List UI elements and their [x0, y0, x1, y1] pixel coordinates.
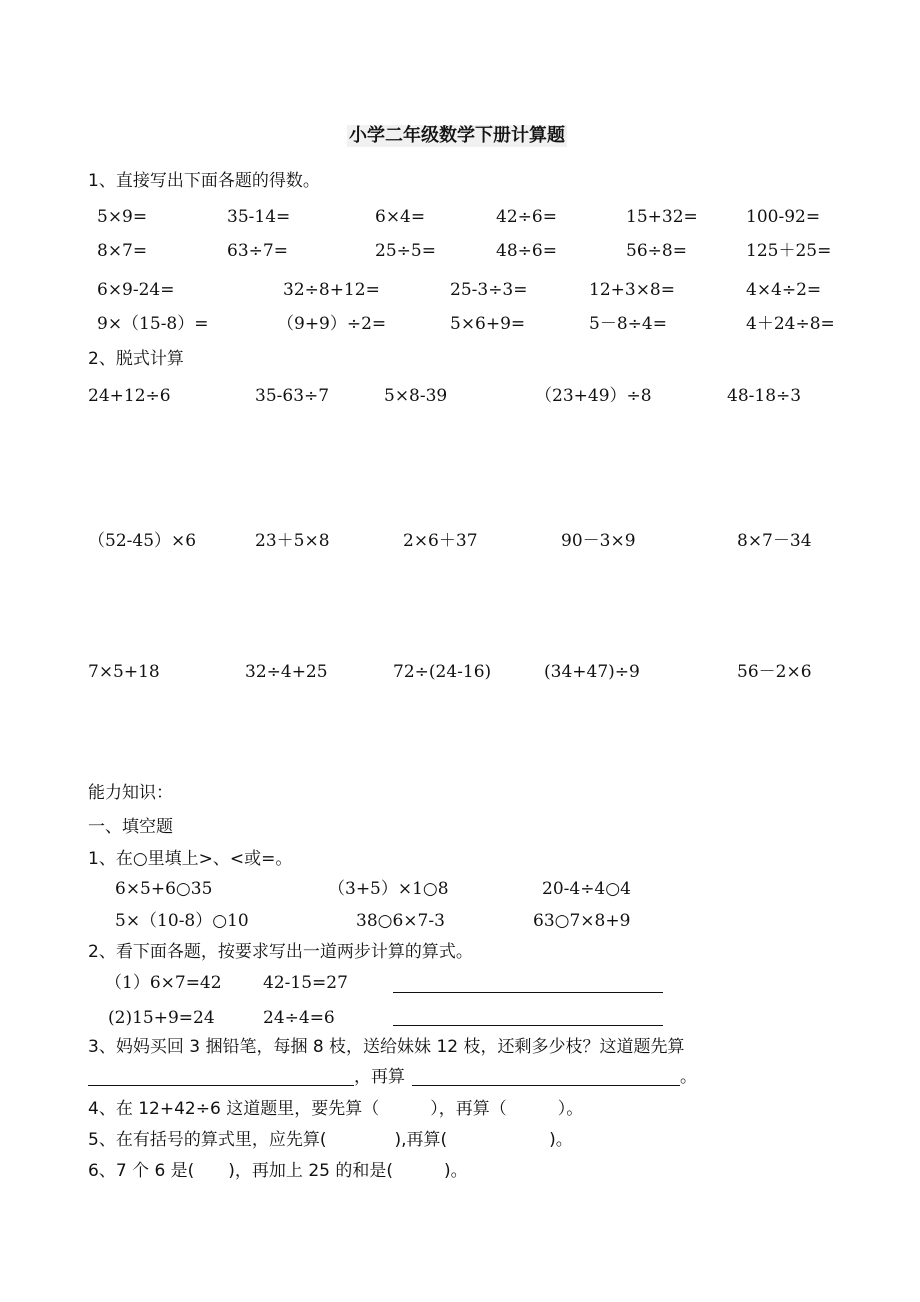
compare-problem: 5×（10-8）○10 — [115, 911, 249, 931]
problem: 56－2×6 — [737, 662, 812, 682]
problem: 7×5+18 — [88, 662, 160, 682]
problem: 63÷7= — [227, 241, 288, 261]
problem: 48-18÷3 — [727, 386, 802, 406]
problem: 32÷8+12= — [283, 280, 380, 300]
problem: 6×9-24= — [97, 280, 175, 300]
question-4: 4、在 12+42÷6 这道题里，要先算（ ），再算（ ）。 — [88, 1099, 584, 1119]
problem: 15+32= — [626, 207, 698, 227]
answer-line[interactable] — [393, 992, 663, 993]
problem: 8×7= — [97, 241, 148, 261]
problem: 25÷5= — [375, 241, 436, 261]
question-6: 6、7 个 6 是( )，再加上 25 的和是( )。 — [88, 1161, 468, 1181]
question-3-then: ，再算 — [354, 1067, 405, 1087]
question-3: 3、妈妈买回 3 捆铅笔，每捆 8 枝，送给妹妹 12 枝，还剩多少枝？这道题先算 — [88, 1037, 685, 1057]
problem: 35-63÷7 — [255, 386, 330, 406]
compare-problem: 38○6×7-3 — [356, 911, 445, 931]
problem: 4＋24÷8= — [746, 314, 835, 334]
problem: 4×4÷2= — [746, 280, 822, 300]
given-equation: (2)15+9=24 — [108, 1008, 215, 1028]
problem: 56÷8= — [626, 241, 687, 261]
problem: （23+49）÷8 — [535, 386, 652, 406]
problem: 125＋25= — [746, 241, 832, 261]
problem: 5×8-39 — [384, 386, 448, 406]
answer-line[interactable] — [88, 1085, 354, 1086]
question-1: 1、在○里填上>、<或=。 — [88, 849, 293, 869]
given-equation: 42-15=27 — [263, 973, 348, 993]
fill-in-heading: 一、填空题 — [88, 817, 173, 837]
question-5: 5、在有括号的算式里，应先算( ),再算( )。 — [88, 1130, 573, 1150]
page-title: 小学二年级数学下册计算题 — [349, 125, 565, 146]
problem: 48÷6= — [496, 241, 557, 261]
answer-line[interactable] — [412, 1085, 680, 1086]
problem: 5×9= — [97, 207, 148, 227]
compare-problem: 20-4÷4○4 — [542, 879, 631, 899]
problem: (34+47)÷9 — [544, 662, 640, 682]
problem: （52-45）×6 — [88, 531, 197, 551]
given-equation: 24÷4=6 — [263, 1008, 335, 1028]
problem: 8×7－34 — [737, 531, 812, 551]
problem: 6×4= — [375, 207, 426, 227]
problem: 32÷4+25 — [245, 662, 328, 682]
question-2: 2、看下面各题，按要求写出一道两步计算的算式。 — [88, 942, 473, 962]
problem: 25-3÷3= — [450, 280, 528, 300]
problem: 12+3×8= — [589, 280, 675, 300]
problem: 42÷6= — [496, 207, 557, 227]
section2-heading: 2、脱式计算 — [88, 349, 184, 369]
problem: 9×（15-8）= — [97, 314, 209, 334]
problem: 23＋5×8 — [255, 531, 330, 551]
compare-problem: 6×5+6○35 — [115, 879, 213, 899]
section1-heading: 1、直接写出下面各题的得数。 — [88, 171, 320, 191]
compare-problem: 63○7×8+9 — [533, 911, 631, 931]
problem: 5×6+9= — [450, 314, 526, 334]
ability-heading: 能力知识： — [88, 783, 173, 803]
compare-problem: （3+5）×1○8 — [328, 879, 449, 899]
problem: （9+9）÷2= — [277, 314, 387, 334]
problem: 90－3×9 — [561, 531, 636, 551]
problem: 35-14= — [227, 207, 291, 227]
answer-line[interactable] — [393, 1025, 663, 1026]
problem: 24+12÷6 — [88, 386, 171, 406]
problem: 5－8÷4= — [589, 314, 667, 334]
question-3-end: 。 — [680, 1067, 697, 1087]
problem: 100-92= — [746, 207, 821, 227]
problem: 2×6＋37 — [403, 531, 478, 551]
given-equation: （1）6×7=42 — [105, 973, 222, 993]
problem: 72÷(24-16) — [393, 662, 492, 682]
